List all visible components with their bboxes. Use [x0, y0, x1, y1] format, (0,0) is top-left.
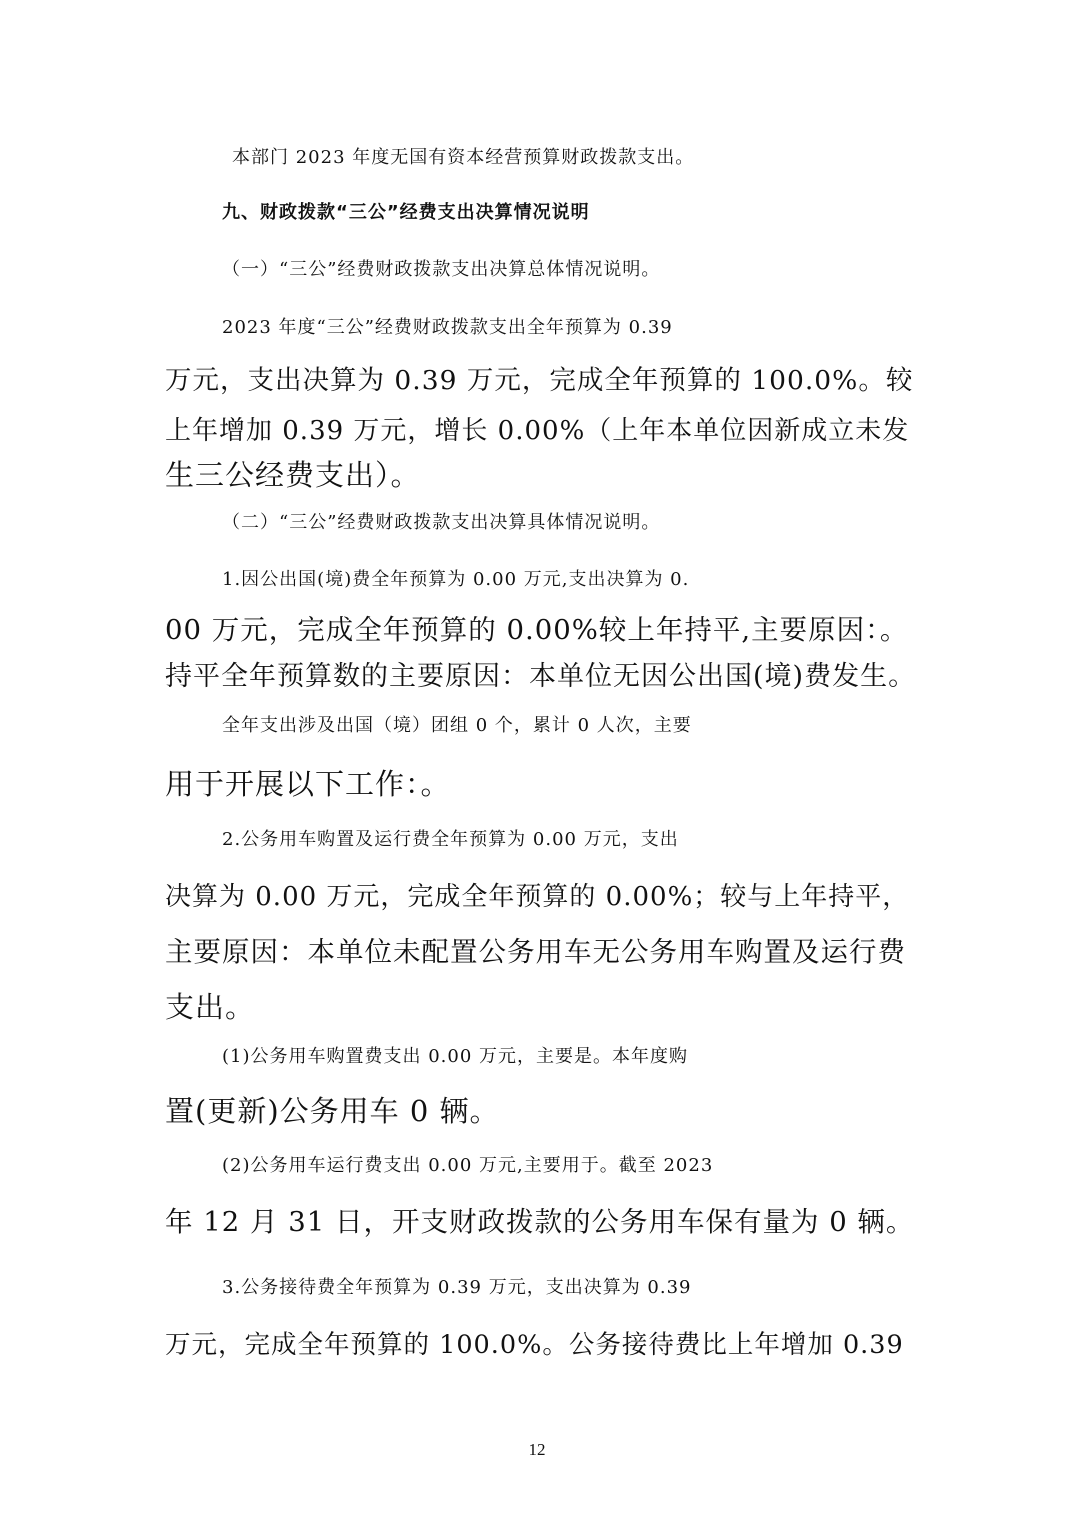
paragraph-line: 00 万元，完成全年预算的 0.00%较上年持平,主要原因：。 — [165, 614, 909, 646]
subsection-heading: （二）“三公”经费财政拨款支出决算具体情况说明。 — [222, 512, 661, 533]
paragraph-line: 全年支出涉及出国（境）团组 0 个，累计 0 人次，主要 — [222, 715, 692, 736]
paragraph-line: (2)公务用车运行费支出 0.00 万元,主要用于。截至 2023 — [222, 1155, 714, 1176]
paragraph-line: 用于开展以下工作：。 — [165, 767, 451, 801]
paragraph-line: 万元，完成全年预算的 100.0%。公务接待费比上年增加 0.39 — [165, 1330, 904, 1360]
paragraph-line: 置(更新)公务用车 0 辆。 — [165, 1094, 500, 1128]
paragraph-line: (1)公务用车购置费支出 0.00 万元，主要是。本年度购 — [222, 1046, 689, 1067]
paragraph-line: 2.公务用车购置及运行费全年预算为 0.00 万元，支出 — [222, 829, 679, 850]
paragraph-line: 本部门 2023 年度无国有资本经营预算财政拨款支出。 — [232, 147, 695, 168]
page-number: 12 — [528, 1440, 546, 1459]
paragraph-line: 持平全年预算数的主要原因：本单位无因公出国(境)费发生。 — [165, 661, 917, 692]
paragraph-line: 1.因公出国(境)费全年预算为 0.00 万元,支出决算为 0. — [222, 569, 690, 590]
paragraph-line: 决算为 0.00 万元，完成全年预算的 0.00%；较与上年持平， — [165, 882, 910, 912]
paragraph-line: 万元，支出决算为 0.39 万元，完成全年预算的 100.0%。较 — [165, 365, 914, 396]
paragraph-line: 上年增加 0.39 万元，增长 0.00%（上年本单位因新成立未发 — [165, 416, 910, 446]
paragraph-line: 2023 年度“三公”经费财政拨款支出全年预算为 0.39 — [222, 317, 673, 338]
subsection-heading: （一）“三公”经费财政拨款支出决算总体情况说明。 — [222, 259, 661, 280]
paragraph-line: 支出。 — [165, 990, 256, 1024]
paragraph-line: 主要原因：本单位未配置公务用车无公务用车购置及运行费 — [165, 936, 906, 968]
section-heading: 九、财政拨款“三公”经费支出决算情况说明 — [222, 202, 590, 223]
paragraph-line: 生三公经费支出）。 — [165, 458, 421, 492]
paragraph-line: 3.公务接待费全年预算为 0.39 万元，支出决算为 0.39 — [222, 1277, 692, 1298]
paragraph-line: 年 12 月 31 日，开支财政拨款的公务用车保有量为 0 辆。 — [165, 1206, 915, 1238]
